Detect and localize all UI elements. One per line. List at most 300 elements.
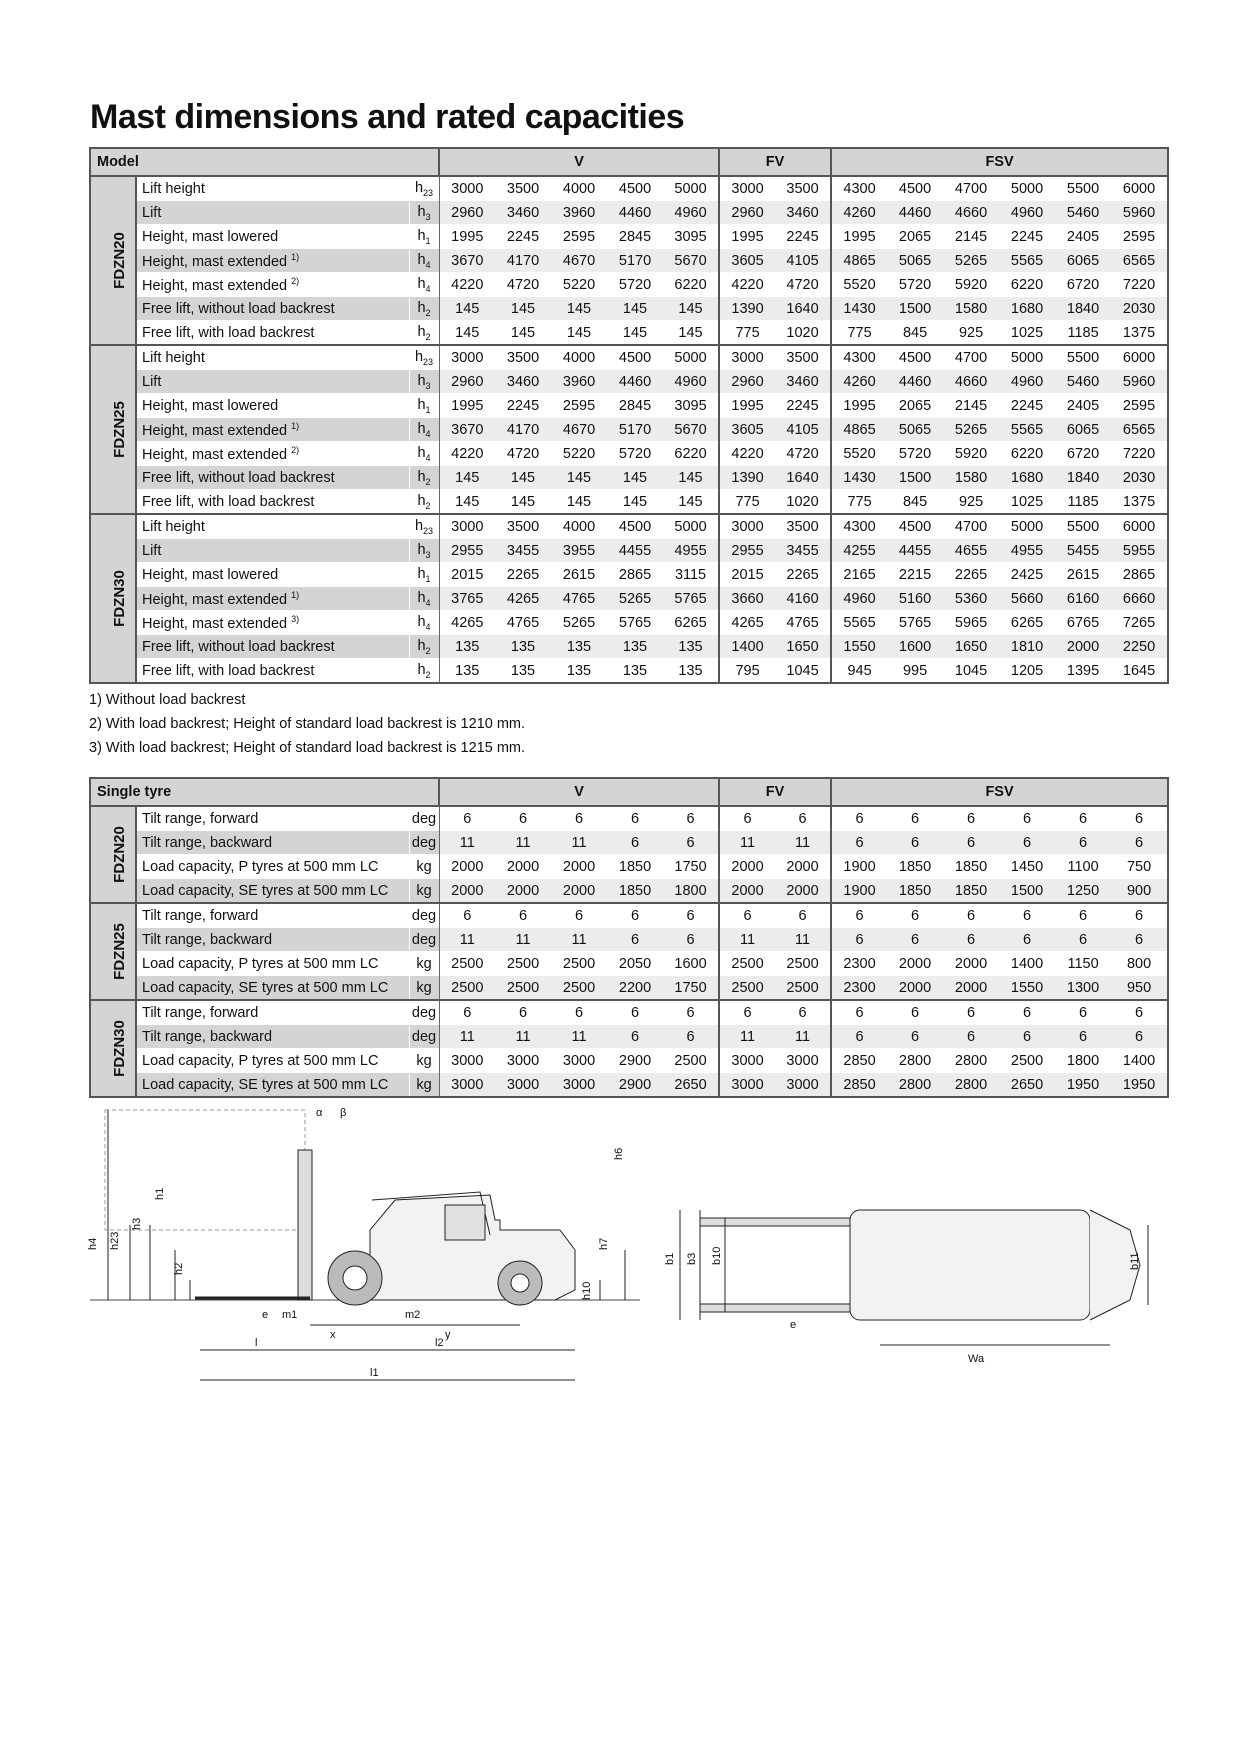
value-cell: 2000 [1055,635,1111,659]
row-label [136,1025,409,1049]
row-label [136,394,409,418]
group-header-v: V [439,148,719,176]
symbol: h [417,323,426,340]
value-cell: 2000 [551,879,607,904]
row-label-text: Lift [142,204,162,221]
row-label-text: Load capacity, P tyres at 500 mm LC [142,858,379,875]
value-cell: 2000 [495,855,551,879]
value-cell: 2960 [719,201,775,225]
value-cell: 2000 [943,952,999,976]
value-cell: 3000 [775,1073,831,1098]
row-label [136,490,409,515]
row-unit: deg [409,903,439,928]
value-cell: 3460 [495,201,551,225]
row-label-text: Free lift, with load backrest [142,493,315,510]
row-label [136,611,409,635]
value-cell: 135 [663,635,719,659]
row-label-text: Free lift, without load backrest [142,469,335,486]
dim-label: h10 [581,1281,593,1300]
table-row [90,418,1168,442]
row-label-text: Lift [142,373,162,390]
value-cell: 3500 [495,345,551,370]
value-cell: 6 [943,1025,999,1049]
value-cell: 2850 [831,1073,887,1098]
value-cell: 6 [1055,928,1111,952]
value-cell: 6065 [1055,249,1111,273]
value-cell: 5960 [1111,201,1168,225]
value-cell: 5500 [1055,514,1111,539]
table-row [90,466,1168,490]
row-label-text: Free lift, with load backrest [142,324,315,341]
row-label [136,201,409,225]
value-cell: 5520 [831,442,887,466]
table-row [90,928,1168,952]
value-cell: 1400 [1111,1049,1168,1073]
footnote-ref: 2) [291,444,300,455]
dim-label: h6 [613,1147,625,1160]
row-label-text: Free lift, without load backrest [142,300,335,317]
row-label [136,418,409,442]
mast [298,1150,312,1300]
value-cell: 2500 [551,952,607,976]
value-cell: 775 [719,321,775,346]
value-cell: 2000 [775,879,831,904]
row-label [136,1000,409,1025]
extended-mast-outline [105,1110,305,1230]
value-cell: 145 [495,490,551,515]
value-cell: 135 [439,635,495,659]
value-cell: 135 [495,659,551,684]
value-cell: 4455 [607,539,663,563]
fork-top-left [700,1218,850,1226]
value-cell: 1020 [775,321,831,346]
value-cell: 135 [607,659,663,684]
value-cell: 5265 [943,418,999,442]
value-cell: 145 [495,321,551,346]
row-label-text: Lift height [142,518,205,535]
value-cell: 145 [607,321,663,346]
table-row [90,394,1168,418]
value-cell: 5565 [999,418,1055,442]
row-unit [409,635,439,659]
mast-dimensions-table [89,147,1169,684]
value-cell: 6 [495,1000,551,1025]
value-cell: 2000 [495,879,551,904]
value-cell: 6 [831,806,887,831]
value-cell: 11 [775,831,831,855]
row-unit [409,176,439,201]
row-label [136,928,409,952]
value-cell: 6 [775,806,831,831]
symbol-subscript: 3 [425,549,431,560]
row-label [136,249,409,273]
value-cell: 11 [775,928,831,952]
value-cell: 135 [663,659,719,684]
row-unit [409,201,439,225]
value-cell: 2065 [887,394,943,418]
value-cell: 4170 [495,418,551,442]
dim-label: b1 [664,1252,676,1265]
dim-label: l1 [370,1367,379,1379]
value-cell: 2405 [1055,225,1111,249]
value-cell: 2250 [1111,635,1168,659]
table-row [90,201,1168,225]
table-row [90,442,1168,466]
row-label [136,345,409,370]
row-unit: kg [409,976,439,1001]
value-cell: 1900 [831,879,887,904]
value-cell: 1850 [607,855,663,879]
value-cell: 7265 [1111,611,1168,635]
value-cell: 3000 [495,1073,551,1098]
symbol-subscript: 4 [425,259,431,270]
row-label [136,539,409,563]
value-cell: 6 [551,1000,607,1025]
table-row [90,321,1168,346]
value-cell: 1900 [831,855,887,879]
row-unit: kg [409,879,439,904]
row-label-text: Tilt range, forward [142,810,259,827]
row-label-text: Height, mast extended [142,591,288,608]
footnote-ref: 1) [291,589,300,600]
value-cell: 3500 [495,176,551,201]
value-cell: 1500 [887,297,943,321]
symbol-subscript: 4 [425,283,431,294]
value-cell: 1950 [1055,1073,1111,1098]
value-cell: 2865 [1111,563,1168,587]
row-label [136,1073,409,1098]
row-unit [409,563,439,587]
value-cell: 1430 [831,297,887,321]
value-cell: 6220 [663,442,719,466]
value-cell: 6 [1055,903,1111,928]
row-label [136,587,409,611]
value-cell: 5720 [607,273,663,297]
value-cell: 2845 [607,225,663,249]
row-unit [409,249,439,273]
value-cell: 5720 [607,442,663,466]
dim-label: Wa [968,1353,985,1365]
value-cell: 6220 [999,273,1055,297]
value-cell: 1850 [887,855,943,879]
row-label [136,659,409,684]
value-cell: 1800 [1055,1049,1111,1073]
value-cell: 1025 [999,490,1055,515]
value-cell: 3000 [719,176,775,201]
value-cell: 2615 [551,563,607,587]
value-cell: 6 [495,806,551,831]
value-cell: 2405 [1055,394,1111,418]
value-cell: 5920 [943,442,999,466]
value-cell: 2245 [775,225,831,249]
model-name: FDZN20 [110,232,128,289]
value-cell: 3765 [439,587,495,611]
value-cell: 5500 [1055,345,1111,370]
row-label-text: Load capacity, P tyres at 500 mm LC [142,1052,379,1069]
value-cell: 6 [663,903,719,928]
table-row [90,635,1168,659]
value-cell: 3960 [551,370,607,394]
value-cell: 4255 [831,539,887,563]
value-cell: 2500 [719,952,775,976]
symbol: h [417,227,426,244]
value-cell: 4265 [439,611,495,635]
symbol: h [417,444,426,461]
value-cell: 5565 [999,249,1055,273]
value-cell: 5460 [1055,201,1111,225]
value-cell: 7220 [1111,273,1168,297]
value-cell: 5500 [1055,176,1111,201]
value-cell: 945 [831,659,887,684]
row-unit [409,611,439,635]
row-unit [409,273,439,297]
symbol-subscript: 2 [425,476,431,487]
row-label-text: Free lift, with load backrest [142,662,315,679]
value-cell: 6 [719,1000,775,1025]
truck-top-view [850,1210,1090,1320]
value-cell: 4460 [887,370,943,394]
value-cell: 845 [887,321,943,346]
value-cell: 1995 [719,225,775,249]
row-label [136,903,409,928]
value-cell: 1150 [1055,952,1111,976]
row-label [136,976,409,1001]
value-cell: 6 [831,928,887,952]
row-label [136,273,409,297]
value-cell: 6 [1111,831,1168,855]
value-cell: 4955 [663,539,719,563]
value-cell: 6 [831,1025,887,1049]
value-cell: 2595 [551,394,607,418]
value-cell: 2265 [943,563,999,587]
value-cell: 1205 [999,659,1055,684]
value-cell: 6 [439,1000,495,1025]
value-cell: 6 [495,903,551,928]
value-cell: 1750 [663,976,719,1001]
value-cell: 6 [887,1000,943,1025]
value-cell: 6 [887,903,943,928]
value-cell: 2500 [775,952,831,976]
row-label [136,635,409,659]
value-cell: 1650 [775,635,831,659]
value-cell: 5455 [1055,539,1111,563]
value-cell: 5765 [607,611,663,635]
value-cell: 4765 [775,611,831,635]
value-cell: 4105 [775,249,831,273]
value-cell: 145 [495,297,551,321]
group-header-v: V [439,778,719,806]
row-label-text: Height, mast extended [142,446,288,463]
value-cell: 2265 [495,563,551,587]
forklift-dimension-drawing [0,1100,1240,1580]
value-cell: 6265 [999,611,1055,635]
value-cell: 6 [999,806,1055,831]
row-label [136,514,409,539]
row-unit [409,418,439,442]
dim-label: α [316,1107,323,1119]
value-cell: 1850 [607,879,663,904]
dim-label: h4 [87,1237,99,1250]
model-name: FDZN20 [110,826,128,883]
value-cell: 6 [719,806,775,831]
value-cell: 2900 [607,1049,663,1073]
value-cell: 2245 [999,225,1055,249]
value-cell: 2960 [439,370,495,394]
value-cell: 11 [439,831,495,855]
symbol-subscript: 1 [425,573,431,584]
value-cell: 1390 [719,466,775,490]
row-label-text: Lift height [142,180,205,197]
value-cell: 5000 [663,345,719,370]
row-label-text: Height, mast extended [142,615,288,632]
row-unit [409,321,439,346]
value-cell: 11 [719,928,775,952]
value-cell: 1375 [1111,321,1168,346]
value-cell: 2245 [495,225,551,249]
value-cell: 1550 [999,976,1055,1001]
symbol: h [417,203,426,220]
value-cell: 5965 [943,611,999,635]
symbol-subscript: 23 [423,356,434,367]
value-cell: 6 [887,1025,943,1049]
value-cell: 2245 [495,394,551,418]
value-cell: 3455 [775,539,831,563]
value-cell: 2000 [775,855,831,879]
value-cell: 6 [1055,831,1111,855]
value-cell: 5265 [551,611,607,635]
value-cell: 1645 [1111,659,1168,684]
value-cell: 3605 [719,418,775,442]
value-cell: 4500 [607,176,663,201]
value-cell: 4460 [607,370,663,394]
value-cell: 1995 [831,394,887,418]
value-cell: 3000 [551,1049,607,1073]
value-cell: 2000 [719,879,775,904]
symbol: h [417,299,426,316]
row-unit: deg [409,1000,439,1025]
value-cell: 4700 [943,345,999,370]
value-cell: 6 [943,831,999,855]
row-unit [409,297,439,321]
value-cell: 6 [999,831,1055,855]
value-cell: 6 [663,1000,719,1025]
value-cell: 5920 [943,273,999,297]
value-cell: 3960 [551,201,607,225]
value-cell: 4720 [495,273,551,297]
value-cell: 6000 [1111,514,1168,539]
row-unit [409,539,439,563]
value-cell: 5220 [551,442,607,466]
value-cell: 11 [719,1025,775,1049]
symbol: h [417,275,426,292]
value-cell: 4865 [831,249,887,273]
value-cell: 4300 [831,514,887,539]
value-cell: 6 [1111,1000,1168,1025]
symbol-subscript: 2 [425,307,431,318]
value-cell: 4160 [775,587,831,611]
table-row [90,297,1168,321]
value-cell: 3500 [775,514,831,539]
value-cell: 145 [495,466,551,490]
row-label-text: Height, mast lowered [142,228,279,245]
symbol-subscript: 2 [425,331,431,342]
dim-label: l2 [435,1337,444,1349]
value-cell: 2960 [719,370,775,394]
fork-top-right [700,1304,850,1312]
row-unit [409,345,439,370]
value-cell: 5565 [831,611,887,635]
value-cell: 4000 [551,345,607,370]
value-cell: 1600 [887,635,943,659]
value-cell: 2800 [887,1049,943,1073]
value-cell: 145 [663,466,719,490]
value-cell: 11 [495,928,551,952]
symbol: h [414,517,424,534]
dim-label: b10 [711,1246,723,1265]
value-cell: 6 [663,928,719,952]
value-cell: 3000 [719,1049,775,1073]
row-label-text: Load capacity, P tyres at 500 mm LC [142,955,379,972]
value-cell: 6 [607,903,663,928]
value-cell: 4700 [943,176,999,201]
group-header-fv: FV [719,778,831,806]
value-cell: 145 [607,490,663,515]
value-cell: 1995 [439,394,495,418]
value-cell: 2245 [775,394,831,418]
value-cell: 1375 [1111,490,1168,515]
value-cell: 1300 [1055,976,1111,1001]
table-header-single-tyre: Single tyre [90,778,439,806]
value-cell: 2615 [1055,563,1111,587]
value-cell: 6 [1111,1025,1168,1049]
value-cell: 2245 [999,394,1055,418]
value-cell: 2650 [663,1073,719,1098]
value-cell: 800 [1111,952,1168,976]
table-row [90,1000,1168,1025]
value-cell: 1185 [1055,490,1111,515]
value-cell: 2300 [831,976,887,1001]
value-cell: 775 [831,490,887,515]
value-cell: 4865 [831,418,887,442]
value-cell: 4500 [887,345,943,370]
row-label-text: Lift height [142,349,205,366]
model-name-cell [90,806,136,903]
value-cell: 6 [887,928,943,952]
value-cell: 11 [775,1025,831,1049]
value-cell: 3500 [775,176,831,201]
symbol: h [417,541,426,558]
table-row [90,273,1168,297]
value-cell: 2500 [719,976,775,1001]
value-cell: 845 [887,490,943,515]
value-cell: 3000 [719,345,775,370]
value-cell: 5765 [663,587,719,611]
value-cell: 2145 [943,394,999,418]
value-cell: 4170 [495,249,551,273]
row-label [136,952,409,976]
value-cell: 135 [495,635,551,659]
value-cell: 2595 [551,225,607,249]
row-label-text: Load capacity, SE tyres at 500 mm LC [142,1076,389,1093]
value-cell: 4260 [831,201,887,225]
value-cell: 6 [439,903,495,928]
value-cell: 6000 [1111,176,1168,201]
dim-label: e [790,1319,797,1331]
symbol-subscript: 2 [425,500,431,511]
value-cell: 2500 [775,976,831,1001]
footnotes [89,688,525,760]
value-cell: 6 [999,903,1055,928]
